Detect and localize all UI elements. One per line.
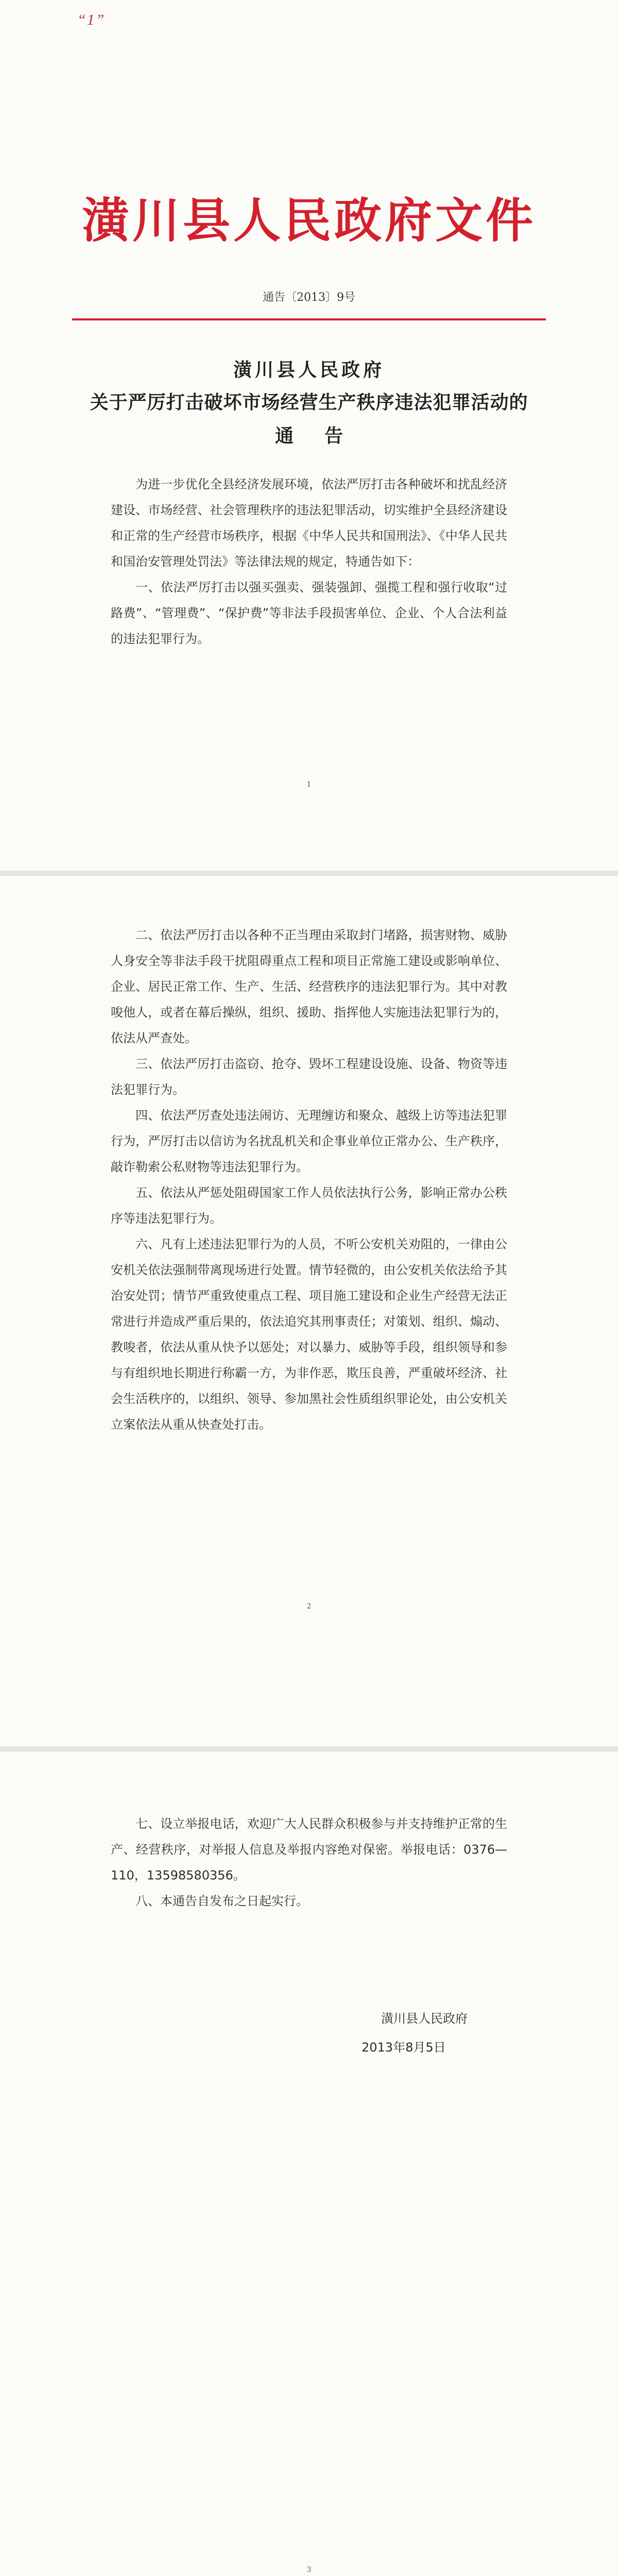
handwritten-mark: “1”: [77, 11, 106, 28]
document-number: 通告〔2013〕9号: [263, 291, 355, 304]
page1-body: [111, 471, 507, 652]
page-number: 3: [306, 2566, 312, 2574]
page-number: 1: [306, 781, 312, 789]
page-separator: [0, 1747, 618, 1752]
paragraph: 七、设立举报电话，欢迎广大人民群众积极参与并支持维护正常的生产、经营秩序，对举报人信息及举报内容绝对保密。举报电话：0376—110，13598580356。: [111, 1817, 507, 1883]
page3-body: [111, 1811, 507, 1914]
page-1: [0, 0, 618, 871]
title-subject: 关于严厉打击破坏市场经营生产秩序违法犯罪活动的: [90, 392, 528, 413]
page2-body: [111, 922, 507, 1437]
signature-block: [355, 2004, 520, 2062]
page-2: [0, 876, 618, 1747]
page-3: [0, 1752, 618, 2576]
paragraph: 三、依法严厉打击盗窃、抢夺、毁坏工程建设设施、设备、物资等违法犯罪行为。: [111, 1057, 507, 1097]
paragraph: 一、依法严厉打击以强买强卖、强装强卸、强揽工程和强行收取“过路费”、“管理费”、“保护费”等非法手段损害单位、企业、个人合法利益的违法犯罪行为。: [111, 580, 507, 646]
paragraph: 四、依法严厉查处违法闹访、无理缠访和聚众、越级上访等违法犯罪行为，严厉打击以信访为名扰乱机关和企事业单位正常办公、生产秩序，敲诈勒索公私财物等违法犯罪行为。: [111, 1108, 507, 1174]
notice-title: [0, 355, 618, 448]
paragraph: 二、依法严厉打击以各种不正当理由采取封门堵路，损害财物、威胁人身安全等非法手段干扰阻碍重点工程和项目正常施工建设或影响单位、企业、居民正常工作、生产、生活、经营秩序的违法犯罪行为。其中对教唆他人，或者在幕后操纵，组织、援助、指挥他人实施违法犯罪行为的，依法从严查处。: [111, 928, 507, 1045]
red-divider-line: [72, 318, 546, 320]
page-number: 2: [306, 1602, 312, 1611]
paragraph: 为进一步优化全县经济发展环境，依法严厉打击各种破坏和扰乱经济建设、市场经营、社会管理秩序的违法犯罪活动，切实维护全县经济建设和正常的生产经营市场秩序，根据《中华人民共和国刑法》、《中华人民共和国治安管理处罚法》等法律法规的规定，特通告如下：: [111, 477, 507, 569]
page-separator: [0, 871, 618, 876]
paragraph: 五、依法从严惩处阻碍国家工作人员依法执行公务，影响正常办公秩序等违法犯罪行为。: [111, 1185, 507, 1226]
paragraph: 六、凡有上述违法犯罪行为的人员，不听公安机关劝阻的，一律由公安机关依法强制带离现场进行处置。情节轻微的，由公安机关依法给予其治安处罚；情节严重致使重点工程、项目施工建设和企业生产经营无法正常进行并造成严重后果的，依法追究其刑事责任；对策划、组织、煽动、教唆者，依法从重从快予以惩处；对以暴力、威胁等手段，组织领导和参与有组织地长期进行称霸一方，为非作恶，欺压良善，严重破坏经济、社会生活秩序的，以组织、领导、参加黑社会性质组织罪论处，由公安机关立案依法从重从快查处打击。: [111, 1237, 507, 1432]
issue-date: 2013年8月5日: [362, 2040, 446, 2055]
paragraph: 八、本通告自发布之日起实行。: [135, 1894, 308, 1908]
issuing-authority: 潢川县人民政府: [381, 2011, 468, 2026]
title-type: 通告: [274, 425, 374, 447]
title-issuer: 潢川县人民政府: [233, 359, 385, 381]
document-masthead: 潢川县人民政府文件: [81, 193, 536, 248]
